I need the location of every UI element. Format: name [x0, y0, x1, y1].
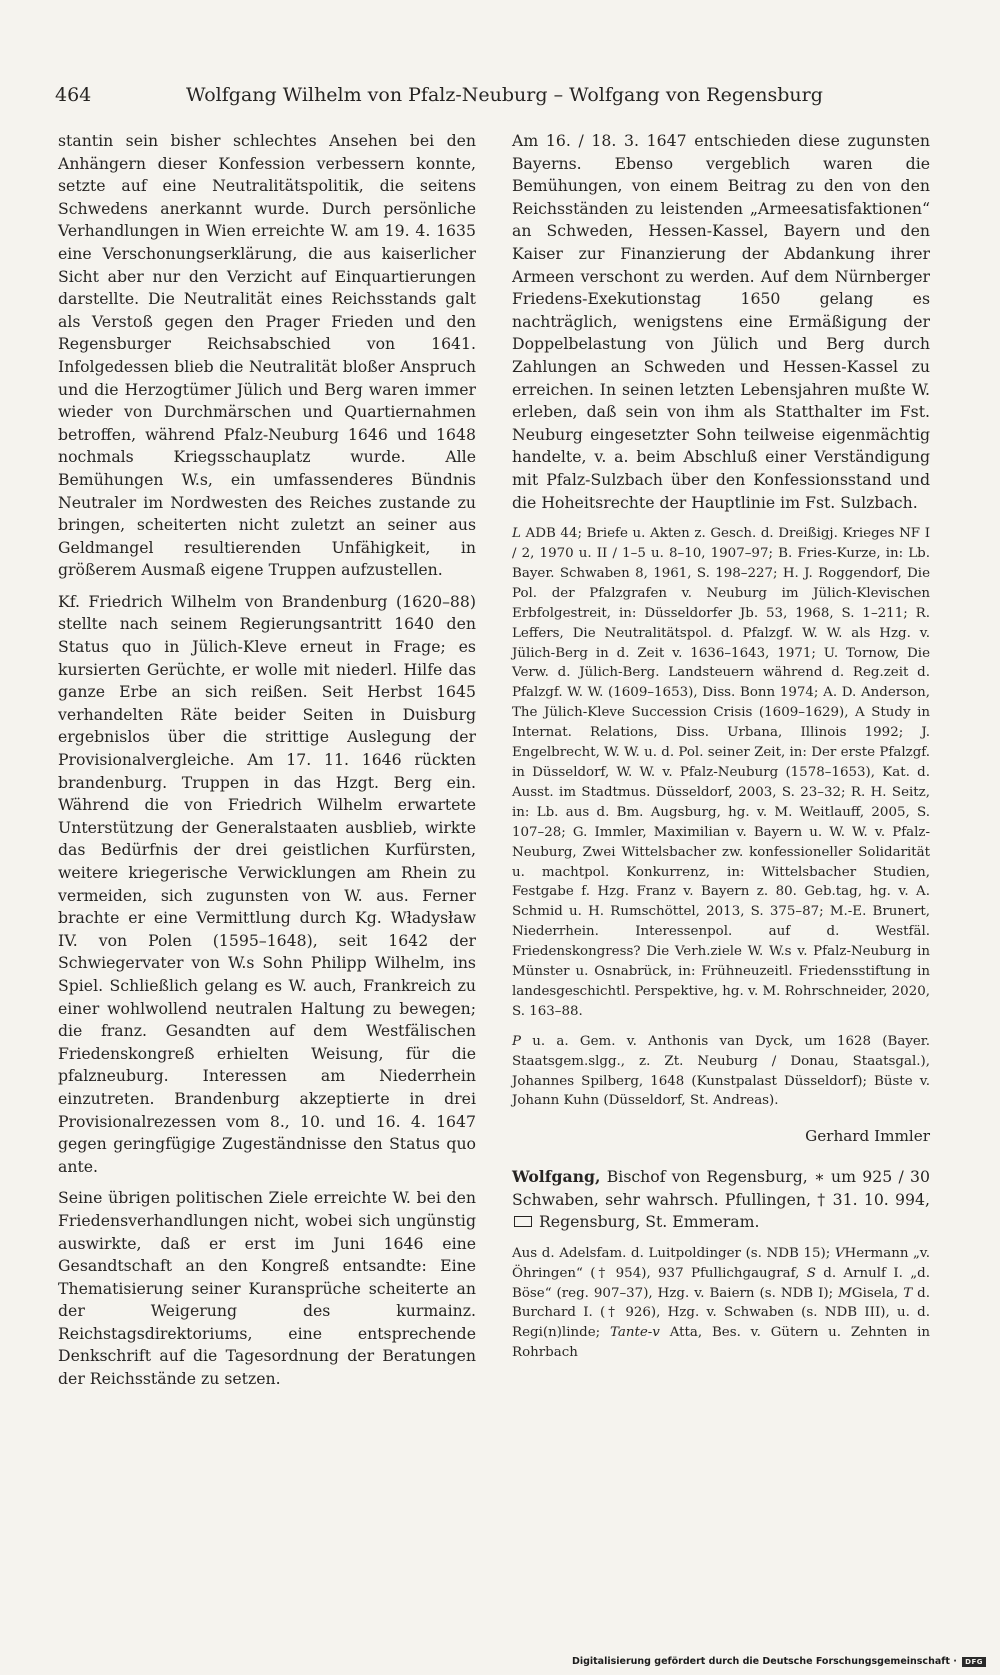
genealogy-label: Tante-v: [609, 1325, 660, 1341]
genealogy-text: Gisela,: [851, 1285, 899, 1301]
credit-text: Digitalisierung gefördert durch die Deutsche Forschungsgemeinschaft ·: [571, 1656, 957, 1667]
portraits-section: [512, 1032, 930, 1112]
portraits-label: P: [512, 1033, 522, 1049]
paragraph: Am 16. / 18. 3. 1647 entschieden diese zugunsten Bayerns. Ebenso vergeblich waren die Bemühungen, von einem Beitrag zu den von den Reichsständen zu leistenden „Armeesatisfaktionen“ an Schweden, Hessen-Kassel, Bayern und den Kaiser zur Finanzierung der Abdankung ihrer Armeen verschont zu werden. Auf dem Nürnberger Friedens-Exekutionstag 1650 gelang es nachträglich, wenigstens eine Ermäßigung der Doppelbelastung von Jülich und Berg durch Zahlungen an Schweden und Hessen-Kassel zu erreichen. In seinen letzten Lebensjahren mußte W. erleben, daß sein von ihm als Statthalter im Fst. Neuburg eingesetzter Sohn teilweise eigenmächtig handelte, v. a. beim Abschluß einer Verständigung mit Pfalz-Sulzbach über den Konfessionsstand und die Hoheitsrechte der Hauptlinie im Fst. Sulzbach.: [512, 131, 930, 512]
entry-heading: [512, 1166, 930, 1234]
paragraph: Kf. Friedrich Wilhelm von Brandenburg (1620–88) stellte nach seinem Regierungsantritt 1640 den Status quo in Jülich-Kleve erneut in Frage; es kursierten Gerüchte, er wolle mit niederl. Hilfe das ganze Erbe an sich reißen. Seit Herbst 1645 verhandelten Räte beider Seiten in Duisburg ergebnislos über die strittige Auslegung der Provisionalvergleiche. Am 17. 11. 1646 rückten brandenburg. Truppen in das Hzgt. Berg ein. Während die von Friedrich Wilhelm erwartete Unterstützung der Generalstaaten ausblieb, wirkte das Bedürfnis der drei geistlichen Kurfürsten, weitere kriegerische Verwicklungen am Rhein zu vermeiden, sich zugunsten von W. aus. Ferner brachte er eine Vermittlung durch Kg. Władysław IV. von Polen (1595–1648), seit 1642 der Schwiegervater von W.s Sohn Philipp Wilhelm, ins Spiel. Schließlich gelang es W. auch, Frankreich zu einer wohlwollend neutralen Haltung zu bewegen; die franz. Gesandten auf dem Westfälischen Friedenskongreß erhielten Weisung, für die pfalzneuburg. Interessen am Niederrhein einzutreten. Brandenburg akzeptierte in drei Provisionalrezessen vom 8., 10. und 16. 4. 1647 gegen geringfügige Zugeständnisse den Status quo ante.: [58, 591, 476, 1176]
digitization-credit: [572, 1656, 986, 1667]
page-number: 464: [55, 84, 92, 106]
literature-text: ADB 44; Briefe u. Akten z. Gesch. d. Dreißigj. Krieges NF I / 2, 1970 u. II / 1–5 u. 8–10, 1907–97; B. Fries-Kurze, in: Lb. Bayer. Schwaben 8, 1961, S. 198–227; H. J. Roggendorf, Die Pol. der Pfalzgrafen v. Neuburg im Jülich-Klevischen Erbfolgestreit, in: Düsseldorfer Jb. 53, 1968, S. 1–211; R. Leffers, Die Neutralitätspol. d. Pfalzgf. W. W. als Hzg. v. Jülich-Berg in d. Zeit v. 1636–1643, 1971; U. Tornow, Die Verw. d. Jülich-Berg. Landsteuern während d. Reg.zeit d. Pfalzgf. W. W. (1609–1653), Diss. Bonn 1974; A. D. Anderson, The Jülich-Kleve Succession Crisis (1609–1629), A Study in Internat. Relations, Diss. Urbana, Illinois 1992; J. Engelbrecht, W. W. u. d. Pol. seiner Zeit, in: Der erste Pfalzgf. in Düsseldorf, W. W. v. Pfalz-Neuburg (1578–1653), Kat. d. Ausst. im Stadtmus. Düsseldorf, 2003, S. 23–32; R. H. Seitz, in: Lb. aus d. Bm. Augsburg, hg. v. M. Weitlauff, 2005, S. 107–28; G. Immler, Maximilian v. Bayern u. W. W. v. Pfalz-Neuburg, Zwei Wittelsbacher zw. konfessioneller Solidarität u. machtpol. Konkurrenz, in: Wittelsbacher Studien, Festgabe f. Hzg. Franz v. Bayern z. 80. Geb.tag, hg. v. A. Schmid u. H. Rumschöttel, 2013, S. 375–87; M.-E. Brunert, Niederrhein. Interessenpol. auf d. Westfäl. Friedenskongress? Die Verh.ziele W. W.s v. Pfalz-Neuburg in Münster u. Osnabrück, in: Frühneuzeitl. Friedensstiftung in landesgeschichtl. Perspektive, hg. v. M. Rohrschneider, 2020, S. 163–88.: [512, 526, 930, 1019]
paragraph: Seine übrigen politischen Ziele erreichte W. bei den Friedensverhandlungen nicht, wobei sich ungünstig auswirkte, daß er erst im Juni 1646 eine Gesandtschaft an den Kongreß entsandte: Eine Thematisierung seiner Kuransprüche scheiterte an der Weigerung des kurmainz. Reichstagsdirektoriums, eine entsprechende Denkschrift auf die Tagesordnung der Beratungen der Reichsstände zu setzen.: [58, 1188, 476, 1389]
genealogy-label: T: [903, 1285, 913, 1301]
paragraph: stantin sein bisher schlechtes Ansehen bei den Anhängern dieser Konfession verbessern konnte, setzte auf eine Neutralitätspolitik, die seitens Schwedens anerkannt wurde. Durch persönliche Verhandlungen in Wien erreichte W. am 19. 4. 1635 eine Verschonungserklärung, die aus kaiserlicher Sicht aber nur den Verzicht auf Einquartierungen darstellte. Die Neutralität eines Reichsstands galt als Verstoß gegen den Prager Frieden und den Regensburger Reichsabschied von 1641. Infolgedessen blieb die Neutralität bloßer Anspruch und die Herzogtümer Jülich und Berg waren immer wieder von Durchmärschen und Quartiernahmen betroffen, während Pfalz-Neuburg 1646 und 1648 nochmals Kriegsschauplatz wurde. Alle Bemühungen W.s, ein umfassenderes Bündnis Neutraler im Nordwesten des Reiches zustande zu bringen, scheiterten nicht zuletzt an seiner aus Geldmangel resultierenden Unfähigkeit, in größerem Ausmaß eigene Truppen aufzustellen.: [58, 131, 476, 580]
genealogy-label: V: [834, 1245, 845, 1261]
genealogy-text: d. Arnulf I. „d. Böse“ (reg. 907–37), Hzg. v. Baiern (s. NDB I);: [512, 1265, 930, 1301]
left-column: [58, 130, 476, 1400]
entry-burial-place: Regensburg, St. Emmeram.: [539, 1212, 760, 1232]
genealogy-text: d. Burchard I. († 926), Hzg. v. Schwaben (s. NDB III), u. d. Regi(n)linde;: [512, 1285, 930, 1341]
dfg-logo: DFG: [962, 1657, 986, 1667]
genealogy-label: S: [806, 1265, 816, 1281]
portraits-text: u. a. Gem. v. Anthonis van Dyck, um 1628 (Bayer. Staatsgem.slgg., z. Zt. Neuburg / Donau, Staatsgal.), Johannes Spilberg, 1648 (Kunstpalast Düsseldorf); Büste v. Johann Kuhn (Düsseldorf, St. Andreas).: [512, 1033, 930, 1109]
literature-label: L: [512, 526, 521, 542]
genealogy-text: Aus d. Adelsfam. d. Luitpoldinger (s. NDB 15);: [512, 1245, 831, 1261]
genealogy-section: [512, 1244, 930, 1363]
running-head: Wolfgang Wilhelm von Pfalz-Neuburg – Wolfgang von Regensburg: [186, 84, 823, 106]
headword: Wolfgang,: [512, 1166, 601, 1186]
genealogy-text: Atta, Bes. v. Gütern u. Zehnten in Rohrbach: [512, 1325, 931, 1361]
right-column: [512, 130, 930, 1371]
entry-vitals: Bischof von Regensburg, ∗ um 925 / 30 Schwaben, sehr wahrsch. Pfullingen, † 31. 10. 994,: [512, 1166, 930, 1209]
literature-section: [512, 524, 930, 1022]
genealogy-label: M: [838, 1285, 852, 1301]
genealogy-text: Hermann „v. Öhringen“ († 954), 937 Pfullichgaugraf,: [512, 1245, 930, 1281]
grave-icon: [514, 1216, 532, 1227]
author-signature: Gerhard Immler: [805, 1127, 930, 1146]
